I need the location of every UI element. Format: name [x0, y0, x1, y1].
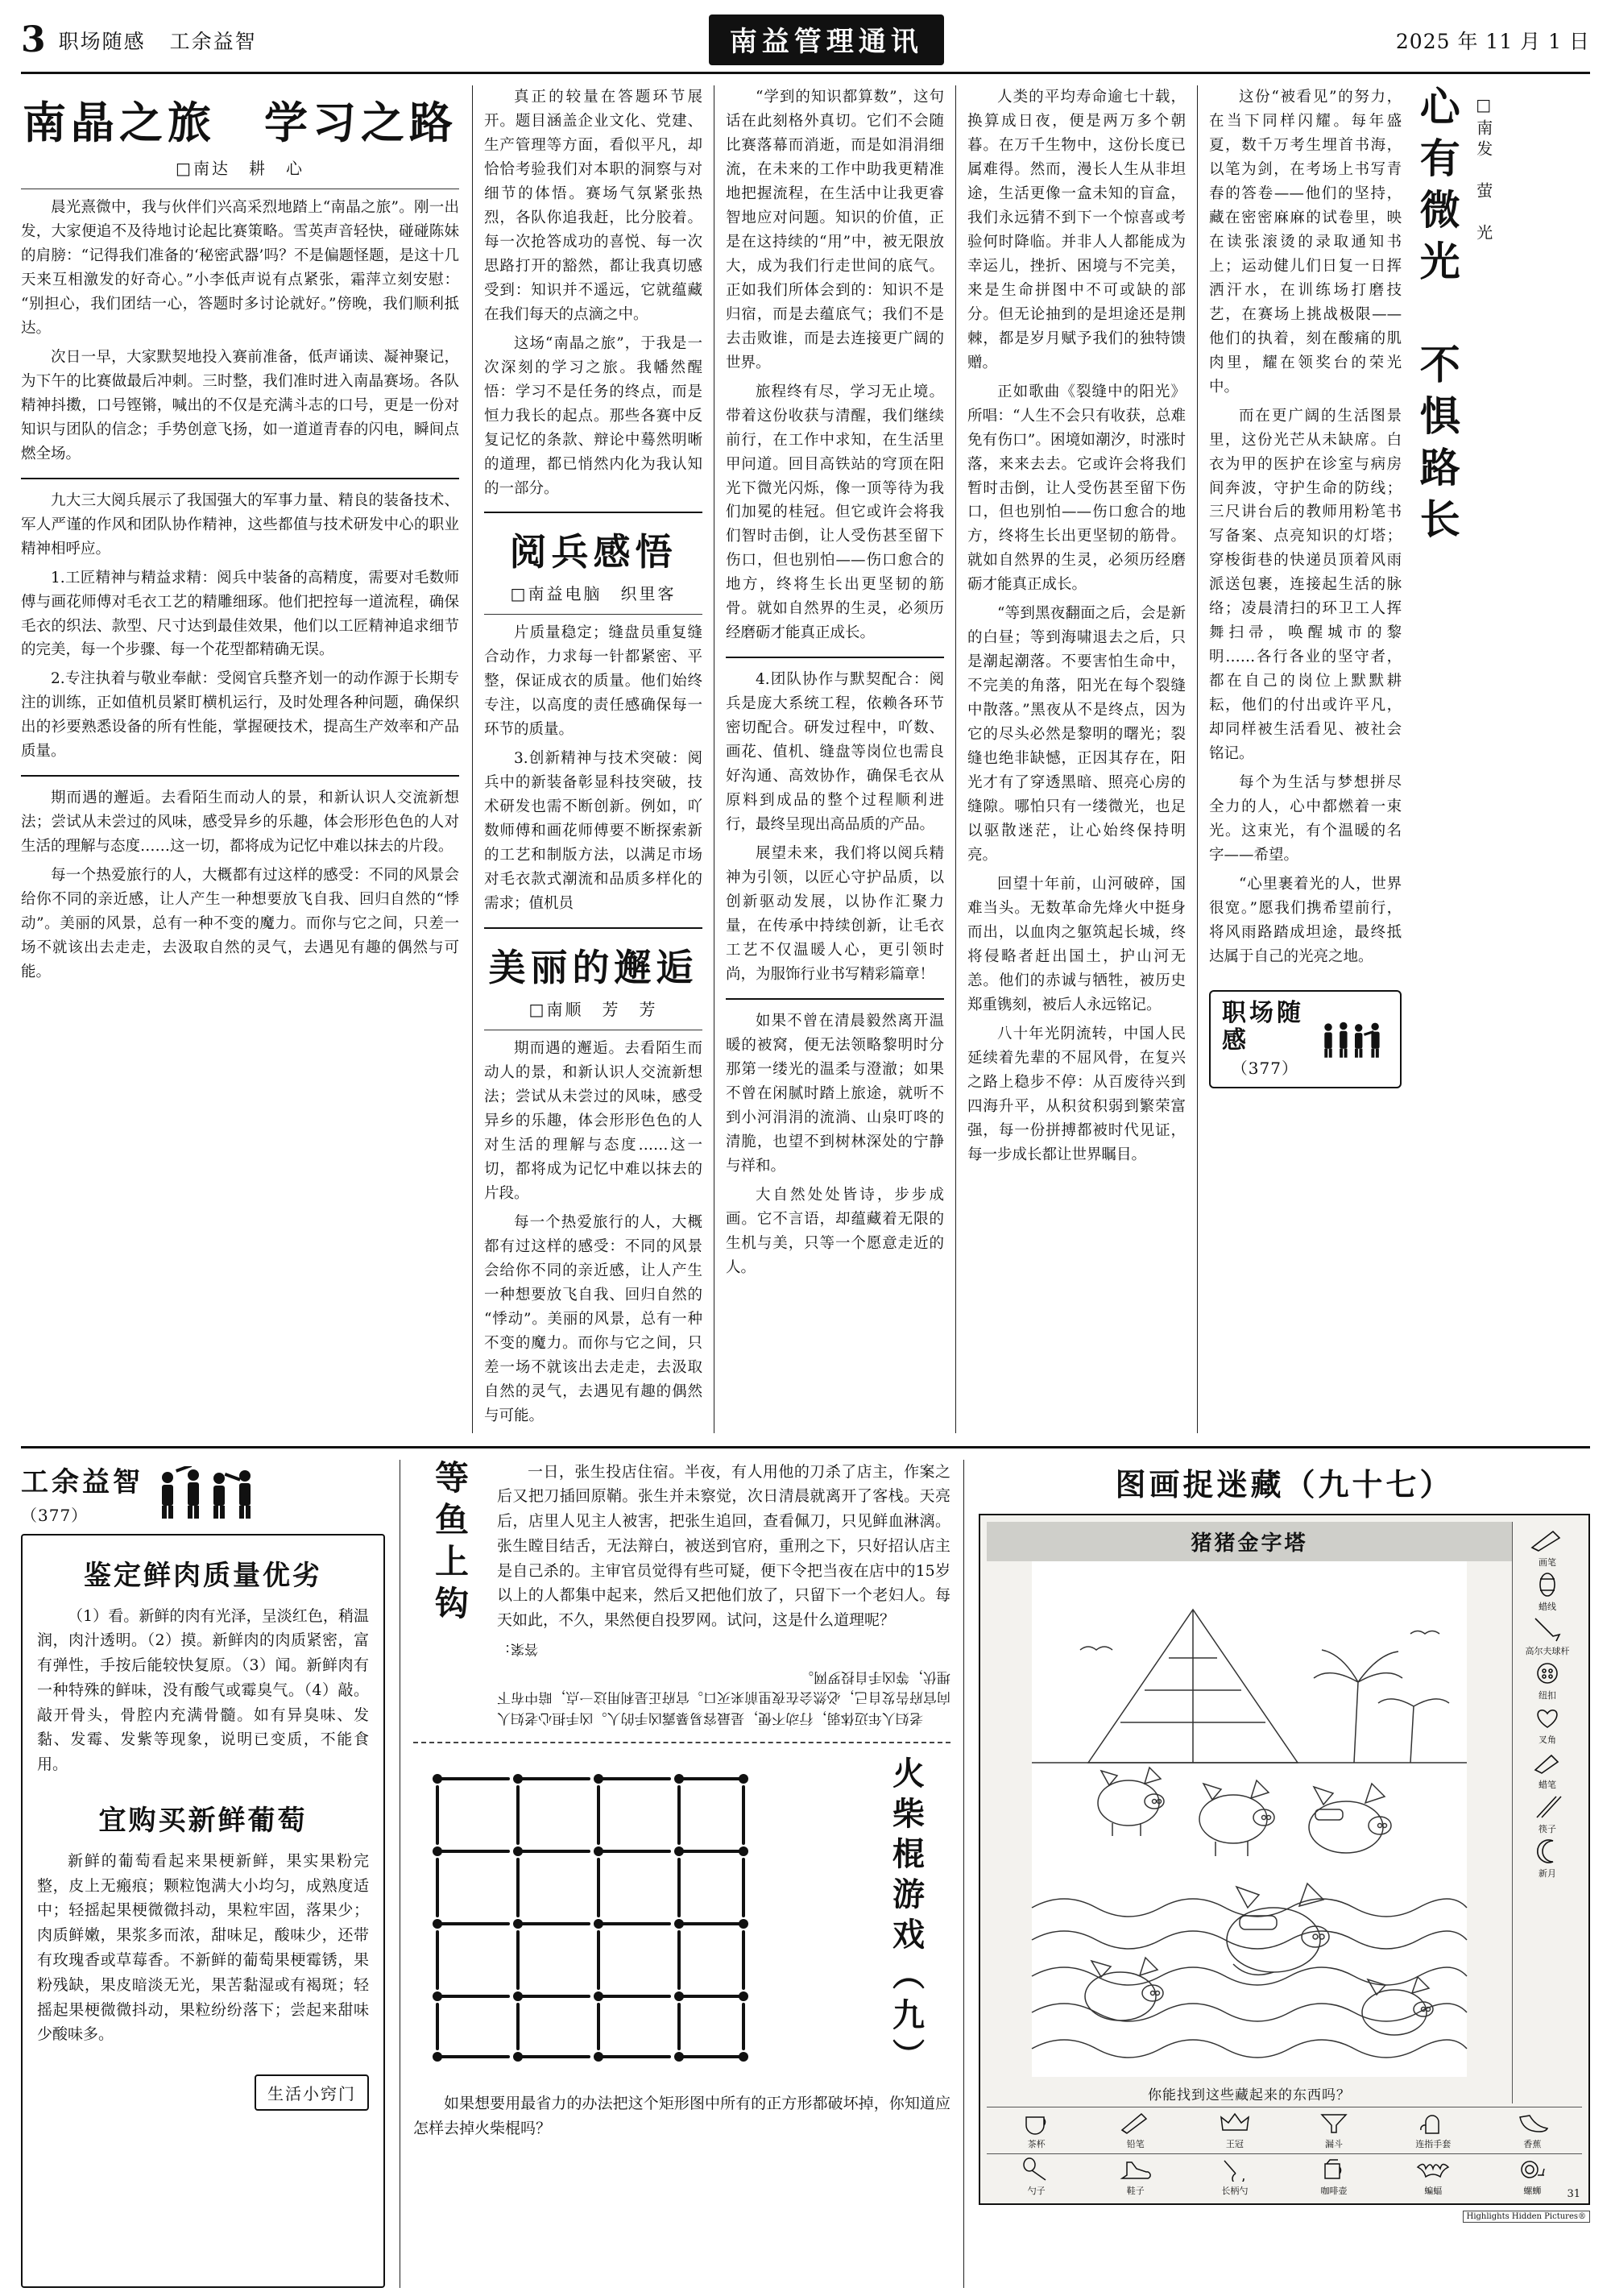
divider — [413, 1742, 950, 1743]
article-title-nanjing: 南晶之旅 学习之路 — [23, 97, 458, 148]
gongyu-box — [21, 1534, 385, 2288]
badge-label: 工余益智 — [21, 1465, 143, 1498]
tool-entry — [1526, 1615, 1570, 1656]
paragraph: 每个为生活与梦想拼尽全力的人，心中都燃着一束光。这束光，有个温暖的名字——希望。 — [1209, 774, 1402, 864]
mitten-icon — [1414, 2111, 1452, 2135]
badge-zhichang — [1209, 990, 1402, 1088]
paragraph: 1.工匠精神与精益求精：阅兵中装备的高精度，需要对毛数师傅与画花师傅对毛衣工艺的精雕细琢。他们把控每一道流程，确保毛衣的织法、款型、尺寸达到最佳效果，他们以工匠精神追求细节的完美，每一个步骤、每一个花型都精确无误。 — [21, 569, 459, 659]
object-label: 勺子 — [1027, 2185, 1046, 2196]
object-label: 铅笔 — [1126, 2138, 1145, 2149]
chopsticks-icon — [1529, 1793, 1566, 1821]
badge-number: （377） — [21, 1505, 89, 1525]
object-label: 咖啡壶 — [1320, 2185, 1348, 2196]
crayon-icon — [1529, 1749, 1566, 1776]
object-entry — [1117, 2157, 1154, 2197]
paragraph: 2.专注执着与敬业奉献：受阅官兵整齐划一的动作源于长期专注的训练，正如值机员紧盯横机运行，及时处理各种问题，确保织出的衫要熟悉设备的所有性能，掌握硬技术，提高生产效率和产品质量。 — [21, 670, 459, 760]
section-label-left: 职场随感 — [58, 29, 146, 53]
object-label: 香蕉 — [1523, 2138, 1542, 2149]
divider — [484, 614, 702, 615]
object-label: 螺蛳 — [1523, 2185, 1542, 2196]
match-puzzle-title: 火柴棍游戏（九） — [887, 1756, 926, 2079]
tool-label: 高尔夫球杆 — [1525, 1645, 1570, 1656]
paragraph: 八十年光阴流转，中国人民延续着先辈的不屈风骨，在复兴之路上稳步不停：从百废待兴到四海升平，从积贫积弱到繁荣富强，每一份拼搏都被时代见证，每一步成长都让世界瞩目。 — [967, 1025, 1186, 1163]
golf-club-icon — [1529, 1615, 1566, 1643]
tool-entry — [1529, 1571, 1566, 1612]
tool-label: 筷子 — [1539, 1823, 1556, 1834]
paragraph: 新鲜的葡萄看起来果梗新鲜，果实果粉完整，皮上无瘢痕；颗粒饱满大小均匀，成熟度适中；轻摇起果梗微微抖动，果粒牢固，落果少；肉质鲜嫩，果浆多而浓，甜味足，酸味少，还带有玫瑰香或草莓香。不新鲜的葡萄果梗霉锈，果粉残缺，果皮暗淡无光，果苦黏湿或有褐斑；轻摇起果梗微微抖动，果粒纷纷落下；尝起来甜味少酸味多。 — [37, 1851, 369, 2044]
snail-icon — [1514, 2157, 1551, 2182]
object-entry — [1514, 2111, 1551, 2150]
tool-label: 画笔 — [1539, 1556, 1556, 1568]
object-label: 连指手套 — [1415, 2138, 1452, 2149]
paragraph: 晨光熹微中，我与伙伴们兴高采烈地踏上“南晶之旅”。刚一出发，大家便追不及待地讨论起比赛策略。雪英声音轻快，碰碰陈妹的肩膀：“记得我们准备的‘秘密武器’吗？不是偏题怪题，是这十几天来互相激发的好奇心。”小李低声说有点紧张，霜萍立刻安慰：“别担心，我们团结一心，答题时多讨论就好。”傍晚，我们顺利抵达。 — [21, 199, 459, 337]
bat-icon — [1414, 2157, 1452, 2182]
match-title-wrap — [862, 1756, 950, 2078]
object-entry — [1315, 2111, 1352, 2150]
picture-puzzle-frame — [979, 1514, 1590, 2205]
crescent-moon-icon — [1529, 1838, 1566, 1865]
paragraph: 正如歌曲《裂缝中的阳光》所唱：“人生不会只有收获，总难免有伤口”。困境如潮汐，时涨时落，来来去去。它或许会将我们暂时击倒，让人受伤甚至留下伤口，但也别怕——伤口愈合的地方，终将生长出更坚韧的筋骨。就如自然界的生灵，必须历经磨砺才能真正成长。 — [967, 383, 1186, 594]
gongyu-article2-title: 宜购买新鲜葡萄 — [98, 1804, 308, 1837]
paragraph: 期而遇的邂逅。去看陌生而动人的景，和新认识人交流新想法；尝试从未尝过的风味，感受异乡的乐趣，体会形形色色的人对生活的理解与态度……这一切，都将成为记忆中难以抹去的片段。 — [21, 790, 459, 856]
match-puzzle-block — [413, 1755, 950, 2080]
story-answer: 老妇人年迈体弱，行动不便，是最容易暴露凶手的人。凶手担心老妇人向官府告发自己，必然会在夜里前来灭口。官府正是利用这一点，暗中布下埋伏，等凶手自投罗网。 — [497, 1668, 950, 1726]
shoe-icon — [1117, 2157, 1154, 2182]
teacup-icon — [1018, 2111, 1055, 2135]
object-entry — [1514, 2157, 1551, 2197]
paragraph: “学到的知识都算数”，这句话在此刻格外真切。它们不会随比赛落幕而消逝，而是如涓涓细流，在未来的工作中助我更精准地把握流程，在生活中让我更睿智地应对问题。知识的价值，正是在这持续的“用”中，被无限放大，成为我们行走世间的底气。正如我们所体会到的：知识不是归宿，而是去蕴底气；我们不是去击败谁，而是去连接更广阔的世界。 — [726, 89, 944, 371]
story-block — [413, 1460, 950, 1728]
paragraph: 每一个热爱旅行的人，大概都有过这样的感受：不同的风景会给你不同的亲近感，让人产生一种想要放飞自我、回归自然的“悸动”。美丽的风景，总有一种不变的魔力。而你与它之间，只差一场不就该出去走走，去汲取自然的灵气，去遇见有趣的偶然与可能。 — [21, 867, 459, 981]
picture-scene-wrap — [987, 1522, 1512, 2103]
object-label: 茶杯 — [1027, 2138, 1046, 2149]
puzzle-credit: Highlights Hidden Pictures® — [1463, 2211, 1590, 2223]
paragraph: 3.创新精神与技术突破：阅兵中的新装备彰显科技突破，技术研发也需不断创新。例如，吖数师傅和画花师傅要不断探索新的工艺和制版方法，以满足市场对毛衣款式潮流和品质多样化的需求；值机员 — [484, 750, 702, 913]
divider — [21, 775, 459, 777]
publication-date: 2025 年 11 月 1 日 — [1395, 29, 1590, 53]
paragraph: 次日一早，大家默契地投入赛前准备，低声诵读、凝神聚记，为下午的比赛做最后冲刺。三时整，我们准时进入南晶赛场。各队精神抖擞，口号铿锵，喊出的不仅是充满斗志的口号，更是一份对知识与团队的信念；手势创意飞扬，如一道道青春的闪电，瞬间点燃全场。 — [21, 348, 459, 462]
gongyu-column — [21, 1460, 400, 2288]
paragraph: 每一个热爱旅行的人，大概都有过这样的感受：不同的风景会给你不同的亲近感，让人产生一种想要放飞自我、回归自然的“悸动”。美丽的风景，总有一种不变的魔力。而你与它之间，只差一场不就该出去走走，去汲取自然的灵气，去遇见有趣的偶然与可能。 — [484, 1213, 702, 1424]
badge-gongyu — [21, 1460, 385, 1526]
paragraph: （1）看。新鲜的肉有光泽，呈淡红色，稍温润，肉汁透明。（2）摸。新鲜肉的肉质紧密，富有弹性，手按后能较快复原。（3）闻。新鲜肉有一种特殊的鲜味，没有酸气或霉臭气。（4）敲。敲开骨头，骨腔内充满骨髓。如有异臭味、发黏、发霉、发紫等现象，说明已变质，不能食用。 — [37, 1606, 369, 1774]
masthead-left — [21, 19, 257, 60]
story-title: 等鱼上钩 — [430, 1459, 470, 1627]
heart-icon — [1529, 1704, 1566, 1731]
hidden-objects-tools-column — [1512, 1522, 1582, 2103]
tool-entry — [1529, 1793, 1566, 1834]
column-3 — [714, 85, 955, 1433]
column-2 — [472, 85, 714, 1433]
pencil-icon — [1117, 2111, 1154, 2135]
page-number: 3 — [21, 19, 46, 60]
article-byline-nanjing: □南达 耕 心 — [176, 159, 304, 178]
coffee-pot-icon — [1315, 2157, 1352, 2182]
story-answer-label: 答案： — [497, 1640, 538, 1657]
banana-icon — [1514, 2111, 1551, 2135]
people-illustration-icon — [155, 1466, 259, 1519]
article-byline-yuebing: □南益电脑 织里客 — [510, 584, 677, 604]
paintbrush-icon — [1529, 1527, 1566, 1554]
tool-entry — [1529, 1838, 1566, 1879]
paragraph: 真正的较量在答题环节展开。题目涵盖企业文化、党建、生产管理等方面，看似平凡，却恰恰考验我们对本职的洞察与对细节的体悟。赛场气氛紧张热烈，各队你追我赶，比分胶着。每一次抢答成功的喜悦、每一次思路打开的豁然，都让我真切感受到：知识并不遥远，它就蕴藏在我们每天的点滴之中。 — [484, 89, 702, 323]
story-answer-wrap — [497, 1641, 950, 1728]
paragraph: “等到黑夜翻面之后，会是新的白昼；等到海啸退去之后，只是潮起潮落。不要害怕生命中，不完美的角落，阳光在每个裂缝中散落。”黑夜从不是终点，因为它的尽头必然是黎明的曙光；裂缝也绝非缺憾，正因其存在，阳光才有了穿透黑暗、照亮心房的缝隙。哪怕只有一缕微光，也足以驱散迷茫，让心始终保持明亮。 — [967, 605, 1186, 864]
story-puzzle-column — [400, 1460, 963, 2288]
tool-entry — [1529, 1704, 1566, 1745]
funnel-icon — [1315, 2111, 1352, 2135]
paragraph: 而在更广阔的生活图景里，这份光芒从未缺席。白衣为甲的医护在诊室与病房间奔波，守护生命的防线；三尺讲台后的教师用粉笔书写备案、点亮知识的灯塔；穿梭街巷的快递员顶着风雨派送包裹，连接起生活的脉络；凌晨清扫的环卫工人挥舞扫帚，唤醒城市的黎明……各行各业的坚守者，都在自己的岗位上默默耕耘，他们的付出或许平凡，却同样被生活看见、被社会铭记。 — [1209, 407, 1402, 763]
object-entry — [1315, 2157, 1352, 2197]
people-illustration-icon — [1319, 1014, 1389, 1064]
object-label: 王冠 — [1225, 2138, 1244, 2149]
gongyu-tag: 生活小窍门 — [255, 2074, 369, 2111]
paragraph: 人类的平均寿命逾七十载，换算成日夜，便是两万多个朝暮。在万千生物中，这份长度已属难得。然而，漫长人生从非坦途，生活更像一盒未知的盲盒，我们永远猜不到下一个惊喜或考验何时降临。并非人人都能成为幸运儿，挫折、困境与不完美，来是生命拼图中不可或缺的部分。但无论抽到的是坦途还是荆棘，都是岁月赋予我们的独特馈赠。 — [967, 89, 1186, 371]
spoon-icon — [1018, 2157, 1055, 2182]
object-label: 漏斗 — [1325, 2138, 1344, 2149]
object-entry — [1216, 2157, 1253, 2197]
paragraph: 如果不曾在清晨毅然离开温暖的被窝，便无法领略黎明时分那第一缕光的温柔与澄澈；如果不曾在闲腻时踏上旅途，就听不到小河涓涓的流淌、山泉叮咚的清脆，也望不到树林深处的宁静与祥和。 — [726, 1012, 944, 1175]
object-label: 蝙蝠 — [1424, 2185, 1443, 2196]
paragraph: 这场“南晶之旅”，于我是一次深刻的学习之旅。我幡然醒悟：学习不是任务的终点，而是恒力我长的起点。那些各赛中反复记忆的条款、辩论中蓦然明晰的道理，都已悄然内化为我认知的一部分。 — [484, 334, 702, 497]
picture-puzzle-column — [963, 1460, 1590, 2288]
publication-title: 南益管理通讯 — [709, 15, 944, 65]
column-5-vertical-title — [1410, 85, 1496, 1433]
hidden-objects-row-2 — [987, 2153, 1582, 2197]
article-title-yuebing: 阅兵感悟 — [509, 530, 677, 574]
article-byline-xinyou: □南发 萤 光 — [1473, 95, 1493, 245]
matchstick-grid — [413, 1755, 760, 2077]
object-entry — [1117, 2111, 1154, 2150]
object-entry — [1414, 2157, 1452, 2197]
story-text-wrap — [497, 1460, 950, 1728]
bottom-content-area — [21, 1446, 1590, 2288]
ladle-icon — [1216, 2157, 1253, 2182]
object-entry — [1018, 2111, 1055, 2150]
masthead — [21, 15, 1590, 74]
object-entry — [1018, 2157, 1055, 2197]
divider — [484, 927, 702, 929]
divider — [21, 478, 459, 479]
tool-label: 新月 — [1539, 1867, 1556, 1879]
article-byline-meili: □南顺 芳 芳 — [528, 1000, 658, 1020]
object-label: 鞋子 — [1126, 2185, 1145, 2196]
match-grid-wrap — [413, 1755, 854, 2080]
tool-label: 蜡笔 — [1539, 1779, 1556, 1790]
divider — [484, 512, 702, 513]
divider — [726, 998, 944, 1000]
puzzle-page-tag: 31 — [1567, 2187, 1580, 2200]
crown-icon — [1216, 2111, 1253, 2135]
column-5-text — [1209, 85, 1410, 1433]
object-label: 长柄勺 — [1221, 2185, 1249, 2196]
top-content-area — [21, 85, 1590, 1433]
paragraph: 旅程终有尽，学习无止境。带着这份收获与清醒，我们继续前行，在工作中求知，在生活里甲问道。回目高铁站的穹顶在阳光下微光闪烁，像一顶等待为我们加冕的桂冠。但它或许会将我们智时击倒，让人受伤甚至留下伤口，但也别怕——伤口愈合的地方，终将生长出更坚韧的筋骨。就如自然界的生灵，必须历经磨砺才能真正成长。 — [726, 383, 944, 642]
hidden-pictures-scene — [987, 1561, 1512, 2077]
tool-label: 蜡线 — [1539, 1601, 1556, 1612]
tool-entry — [1529, 1660, 1566, 1701]
object-entry — [1216, 2111, 1253, 2150]
picture-scene-title: 猪猪金字塔 — [987, 1522, 1512, 1561]
picture-puzzle-title: 图画捉迷藏（九十七） — [1115, 1465, 1454, 1502]
paragraph: 大自然处处皆诗，步步成画。它不言语，却蕴藏着无限的生机与美，只等一个愿意走近的人。 — [726, 1186, 944, 1276]
tool-entry — [1529, 1749, 1566, 1790]
divider — [726, 657, 944, 658]
column-5 — [1197, 85, 1493, 1433]
column-left — [21, 85, 472, 1433]
column-4 — [955, 85, 1197, 1433]
paragraph: 回望十年前，山河破碎，国难当头。无数革命先烽火中挺身而出，以血肉之躯筑起长城，终将侵略者赶出国土，护山河无恙。他们的赤诚与牺牲，被历史郑重镌刻，被后人永远铭记。 — [967, 876, 1186, 1013]
object-entry — [1414, 2111, 1452, 2150]
paragraph: “心里裹着光的人，世界很宽。”愿我们携希望前行，将风雨路踏成坦途，最终抵达属于自己的光亮之地。 — [1209, 876, 1402, 965]
paragraph: 九大三大阅兵展示了我国强大的军事力量、精良的装备技术、军人严谨的作风和团队协作精神，这些都值与技术研发中心的职业精神相呼应。 — [21, 491, 459, 557]
match-puzzle-question: 如果想要用最省力的办法把这个矩形图中所有的正方形都破坏掉，你知道应怎样去掉火柴棍吗？ — [413, 2095, 950, 2138]
tool-label: 纽扣 — [1539, 1690, 1556, 1701]
paragraph: 4.团队协作与默契配合：阅兵是庞大系统工程，依赖各环节密切配合。研发过程中，吖数、画花、值机、缝盘等岗位也需良好沟通、高效协作，确保毛衣从原料到成品的整个过程顺利进行，最终呈现出高品质的产品。 — [726, 671, 944, 834]
picture-puzzle-caption: 你能找到这些藏起来的东西吗？ — [1148, 2087, 1351, 2103]
tool-entry — [1529, 1527, 1566, 1568]
button-icon — [1529, 1660, 1566, 1687]
section-label-right: 工余益智 — [169, 29, 257, 53]
badge-label: 职场随感 — [1222, 998, 1304, 1055]
paragraph: 一日，张生投店住宿。半夜，有人用他的刀杀了店主，作案之后又把刀插回原鞘。张生并未察觉，次日清晨就离开了客栈。天亮后，店里人见主人被害，把张生追回，查看佩刀，只见鲜血淋漓。张生瞠目结舌，无法辩白，被送到官府，重刑之下，只好招认店主是自己杀的。主审官员觉得有些可疑，便下令把当夜在店中的15岁以上的人都集中起来，然后又把他们放了，只留下一个老妇人。每天如此，不久，果然便自投罗网。试问，这是什么道理呢？ — [497, 1462, 950, 1630]
article-title-xinyou: 心有微光 不惧路长 — [1413, 85, 1461, 549]
tool-label: 叉角 — [1539, 1734, 1556, 1746]
hidden-objects-row-1 — [987, 2107, 1582, 2150]
badge-number: （377） — [1231, 1058, 1298, 1078]
paragraph: 展望未来，我们将以阅兵精神为引领，以匠心守护品质，以创新驱动发展，以协作汇聚力量，在传承中持续创新，让毛衣工艺不仅温暖人心，更引领时尚，为服饰行业书写精彩篇章！ — [726, 845, 944, 983]
paragraph: 片质量稳定；缝盘员重复缝合动作，力求每一针都紧密、平整，保证成衣的质量。他们始终专注，以高度的责任感确保每一环节的质量。 — [484, 624, 702, 739]
gongyu-tag-wrap — [37, 2074, 369, 2111]
paragraph: 期而遇的邂逅。去看陌生而动人的景，和新认识人交流新想法；尝试从未尝过的风味，感受异乡的乐趣，体会形形色色的人对生活的理解与态度……这一切，都将成为记忆中难以抹去的片段。 — [484, 1040, 702, 1202]
paragraph: 这份“被看见”的努力，在当下同样闪耀。每年盛夏，数千万考生埋首书海，以笔为剑，在考场上书写青春的答卷——他们的坚持，藏在密密麻麻的试卷里，映在读张滚烫的录取通知书上；运动健儿们日复一日挥洒汗水，在训练场打磨技艺，在赛场上挑战极限——他们的执着，刻在酸痛的肌肉里，耀在领奖台的荣光中。 — [1209, 89, 1402, 396]
story-title-wrap — [413, 1460, 486, 1728]
gongyu-article1-title: 鉴定鲜肉质量优劣 — [84, 1559, 322, 1592]
article-title-meili: 美丽的邂逅 — [488, 946, 698, 990]
thread-icon — [1529, 1571, 1566, 1598]
